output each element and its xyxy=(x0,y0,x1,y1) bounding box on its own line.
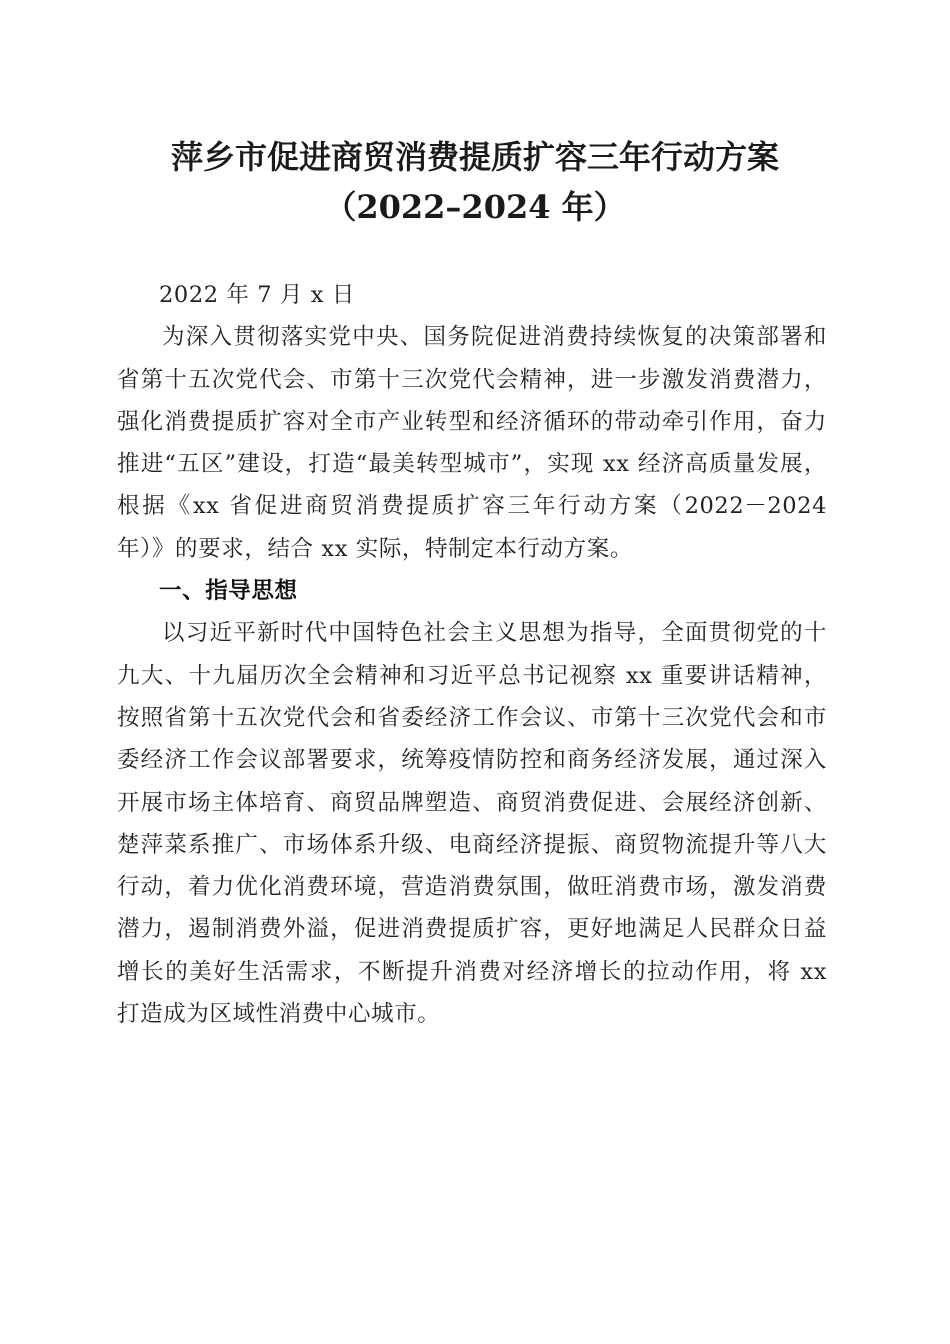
title-main: 萍乡市促进商贸消费提质扩容三年行动方案 xyxy=(170,138,779,176)
document-body xyxy=(117,274,827,1035)
intro-paragraph: 为深入贯彻落实党中央、国务院促进消费持续恢复的决策部署和省第十五次党代会、市第十三次党代会精神，进一步激发消费潜力，强化消费提质扩容对全市产业转型和经济循环的带动牵引作用，奋力推进“五区”建设，打造“最美转型城市”，实现 xx 经济高质量发展，根据《xx 省促进商贸消费提质扩容三年行动方案（2022－2024 年）》的要求，结合 xx 实际，特制定本行动方案。 xyxy=(117,324,827,562)
document-title xyxy=(0,132,950,232)
section-heading-guiding-ideology: 一、指导思想 xyxy=(159,578,298,605)
title-years: （2022–2024 年） xyxy=(324,188,626,226)
guiding-ideology-paragraph: 以习近平新时代中国特色社会主义思想为指导，全面贯彻党的十九大、十九届历次全会精神和习近平总书记视察 xx 重要讲话精神，按照省第十五次党代会和省委经济工作会议、市第十三次党代会和市委经济工作会议部署要求，统筹疫情防控和商务经济发展，通过深入开展市场主体培育、商贸品牌塑造、商贸消费促进、会展经济创新、楚萍菜系推广、市场体系升级、电商经济提振、商贸物流提升等八大行动，着力优化消费环境，营造消费氛围，做旺消费市场，激发消费潜力，遏制消费外溢，促进消费提质扩容，更好地满足人民群众日益增长的美好生活需求，不断提升消费对经济增长的拉动作用，将 xx 打造成为区域性消费中心城市。 xyxy=(117,620,827,1028)
document-date: 2022 年 7 月 x 日 xyxy=(159,282,355,308)
